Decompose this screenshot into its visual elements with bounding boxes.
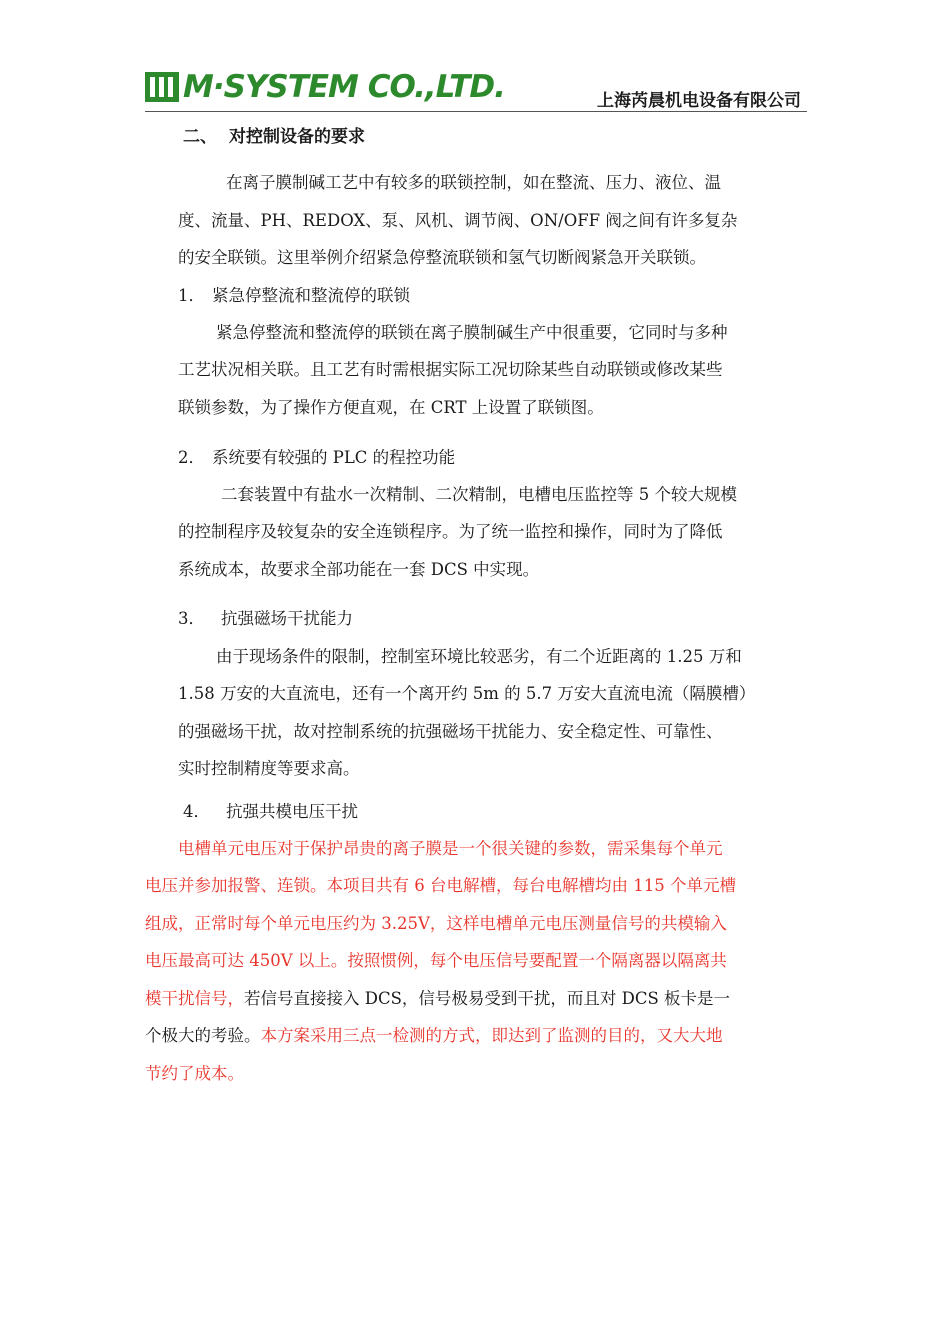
- section-title: [183, 122, 365, 147]
- item-number: 4．: [183, 802, 210, 821]
- item-heading-2: [178, 445, 455, 471]
- plain-segment: 个极大的考验。: [145, 1026, 261, 1045]
- highlight-line: 电槽单元电压对于保护昂贵的离子膜是一个很关键的参数，需采集每个单元: [178, 839, 723, 858]
- item-title: 抗强共模电压干扰: [226, 802, 358, 821]
- item-line: 紧急停整流和整流停的联锁在离子膜制碱生产中很重要，它同时与多种: [216, 323, 728, 342]
- item-line: 工艺状况相关联。且工艺有时需根据实际工况切除某些自动联锁或修改某些: [178, 360, 723, 379]
- item-line: 的控制程序及较复杂的安全连锁程序。为了统一监控和操作，同时为了降低: [178, 522, 723, 541]
- plain-segment: 若信号直接接入 DCS，信号极易受到干扰，而且对 DCS 板卡是一: [244, 989, 731, 1008]
- item-heading-1: [178, 283, 410, 309]
- section-number: 二、: [183, 127, 217, 147]
- item-line: 二套装置中有盐水一次精制、二次精制，电槽电压监控等 5 个较大规模: [221, 485, 737, 504]
- item-title: 抗强磁场干扰能力: [221, 609, 353, 628]
- item-number: 2．: [178, 448, 205, 467]
- highlight-line: 组成，正常时每个单元电压约为 3.25V，这样电槽单元电压测量信号的共模输入: [145, 914, 727, 933]
- header-divider: [145, 111, 807, 112]
- item-line: 1.58 万安的大直流电，还有一个离开约 5m 的 5.7 万安大直流电流（隔膜槽）: [178, 684, 756, 703]
- item-line: 由于现场条件的限制，控制室环境比较恶劣，有二个近距离的 1.25 万和: [216, 647, 742, 666]
- item-line: 联锁参数，为了操作方便直观，在 CRT 上设置了联锁图。: [178, 398, 604, 417]
- highlight-line: 电压并参加报警、连锁。本项目共有 6 台电解槽，每台电解槽均由 115 个单元槽: [145, 876, 736, 895]
- highlight-line: 电压最高可达 450V 以上。按照惯例，每个电压信号要配置一个隔离器以隔离共: [145, 951, 727, 970]
- item-number: 1．: [178, 286, 205, 305]
- company-name: 上海芮晨机电设备有限公司: [597, 91, 801, 111]
- intro-line: 度、流量、PH、REDOX、泵、风机、调节阀、ON/OFF 阀之间有许多复杂: [178, 211, 738, 230]
- logo-mark-icon: [145, 72, 179, 102]
- item-heading-4: [183, 799, 358, 825]
- section-title-text: 对控制设备的要求: [229, 127, 365, 147]
- item-line: 的强磁场干扰，故对控制系统的抗强磁场干扰能力、安全稳定性、可靠性、: [178, 722, 723, 741]
- company-logo: [145, 70, 505, 104]
- item-title: 紧急停整流和整流停的联锁: [212, 286, 410, 305]
- mixed-line: [145, 1017, 723, 1055]
- item-title: 系统要有较强的 PLC 的程控功能: [212, 448, 456, 467]
- highlight-segment: 模干扰信号，: [145, 989, 244, 1008]
- mixed-line: [145, 980, 730, 1018]
- highlight-segment: 本方案采用三点一检测的方式，即达到了监测的目的，又大大地: [260, 1026, 723, 1045]
- logo-text: M·SYSTEM CO.,LTD.: [183, 69, 505, 105]
- item-line: 实时控制精度等要求高。: [178, 759, 360, 778]
- item-number: 3．: [178, 609, 205, 628]
- item-heading-3: [178, 606, 353, 632]
- page-header: [145, 66, 807, 112]
- highlight-line: 节约了成本。: [145, 1064, 244, 1083]
- intro-line: 的安全联锁。这里举例介绍紧急停整流联锁和氢气切断阀紧急开关联锁。: [178, 248, 706, 267]
- intro-line: 在离子膜制碱工艺中有较多的联锁控制，如在整流、压力、液位、温: [226, 173, 721, 192]
- item-line: 系统成本，故要求全部功能在一套 DCS 中实现。: [178, 560, 540, 579]
